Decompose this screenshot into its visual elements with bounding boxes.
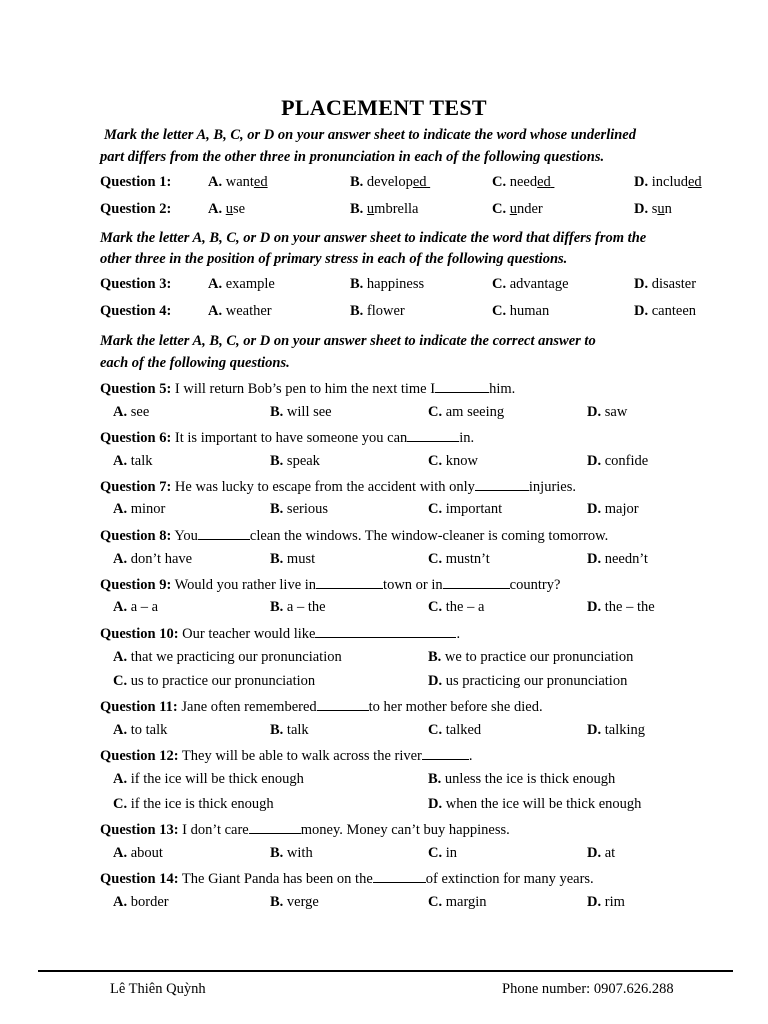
option-d[interactable]: D. when the ice will be thick enough (428, 796, 642, 812)
instruction-pronunciation-line2: part differs from the other three in pronunciation in each of the following questions. (100, 149, 605, 165)
option-b[interactable]: B. happiness (350, 276, 425, 292)
option-b[interactable]: B. a – the (270, 599, 326, 615)
option-b[interactable]: B. flower (350, 303, 405, 319)
option-b[interactable]: B. developed (350, 174, 427, 190)
question-12-stem: Question 12: They will be able to walk across the river . (100, 748, 473, 764)
question-9-stem: Question 9: Would you rather live in town or in country? (100, 577, 561, 593)
option-d[interactable]: D. rim (587, 894, 625, 910)
option-c[interactable]: C. mustn’t (428, 551, 490, 567)
question-11-stem: Question 11: Jane often remembered to her mother before she died. (100, 699, 543, 715)
page-title: PLACEMENT TEST (281, 95, 487, 120)
option-c[interactable]: C. talked (428, 722, 482, 738)
instruction-pronunciation-line1: Mark the letter A, B, C, or D on your answer sheet to indicate the word whose underlined (104, 127, 636, 143)
option-d[interactable]: D. us practicing our pronunciation (428, 673, 628, 689)
answer-blank (198, 526, 250, 540)
option-d[interactable]: D. confide (587, 453, 649, 469)
option-a[interactable]: A. minor (113, 501, 166, 517)
question-5-stem: Question 5: I will return Bob’s pen to him the next time I him. (100, 381, 516, 397)
question-13-stem: Question 13: I don’t care money. Money can’t buy happiness. (100, 822, 510, 838)
question-8-stem: Question 8: You clean the windows. The window-cleaner is coming tomorrow. (100, 528, 609, 544)
footer-author: Lê Thiên Quỳnh (110, 981, 206, 997)
option-a[interactable]: A. weather (208, 303, 272, 319)
option-a[interactable]: A. see (113, 404, 150, 420)
option-c[interactable]: C. if the ice is thick enough (113, 796, 274, 812)
option-c[interactable]: C. under (492, 201, 543, 217)
option-a[interactable]: A. use (208, 201, 246, 217)
option-b[interactable]: B. umbrella (350, 201, 419, 217)
question-label: Question 3: (100, 276, 172, 292)
answer-blank (249, 820, 301, 834)
option-b[interactable]: B. we to practice our pronunciation (428, 649, 634, 665)
option-b[interactable]: B. verge (270, 894, 319, 910)
question-7-stem: Question 7: He was lucky to escape from the accident with only injuries. (100, 479, 577, 495)
footer-divider (38, 970, 733, 972)
option-a[interactable]: A. that we practicing our pronunciation (113, 649, 342, 665)
option-c[interactable]: C. know (428, 453, 478, 469)
answer-blank (315, 624, 456, 638)
option-d[interactable]: D. included (634, 174, 702, 190)
instruction-stress-line1: Mark the letter A, B, C, or D on your answer sheet to indicate the word that differs from the (100, 230, 647, 246)
option-d[interactable]: D. saw (587, 404, 628, 420)
option-b[interactable]: B. will see (270, 404, 332, 420)
option-c[interactable]: C. needed (492, 174, 551, 190)
option-d[interactable]: D. at (587, 845, 616, 861)
option-a[interactable]: A. wanted (208, 174, 268, 190)
instruction-stress-line2: other three in the position of primary stress in each of the following questions. (100, 251, 568, 267)
option-a[interactable]: A. don’t have (113, 551, 193, 567)
question-label: Question 4: (100, 303, 172, 319)
option-a[interactable]: A. about (113, 845, 163, 861)
option-a[interactable]: A. if the ice will be thick enough (113, 771, 304, 787)
option-d[interactable]: D. canteen (634, 303, 697, 319)
answer-blank (317, 697, 369, 711)
option-c[interactable]: C. margin (428, 894, 487, 910)
answer-blank (443, 575, 510, 589)
option-b[interactable]: B. serious (270, 501, 329, 517)
option-c[interactable]: C. advantage (492, 276, 569, 292)
question-10-stem: Question 10: Our teacher would like . (100, 626, 461, 642)
answer-blank (475, 477, 529, 491)
option-b[interactable]: B. with (270, 845, 313, 861)
option-c[interactable]: C. in (428, 845, 458, 861)
instruction-correct-answer-line2: each of the following questions. (100, 355, 290, 371)
option-b[interactable]: B. talk (270, 722, 309, 738)
option-c[interactable]: C. human (492, 303, 550, 319)
option-d[interactable]: D. disaster (634, 276, 697, 292)
option-a[interactable]: A. to talk (113, 722, 168, 738)
option-d[interactable]: D. talking (587, 722, 646, 738)
option-d[interactable]: D. the – the (587, 599, 655, 615)
option-c[interactable]: C. important (428, 501, 503, 517)
option-c[interactable]: C. am seeing (428, 404, 505, 420)
option-b[interactable]: B. must (270, 551, 316, 567)
answer-blank (435, 379, 489, 393)
question-label: Question 1: (100, 174, 172, 190)
option-d[interactable]: D. needn’t (587, 551, 648, 567)
question-14-stem: Question 14: The Giant Panda has been on the of extinction for many years. (100, 871, 594, 887)
option-c[interactable]: C. us to practice our pronunciation (113, 673, 316, 689)
option-a[interactable]: A. talk (113, 453, 153, 469)
option-b[interactable]: B. unless the ice is thick enough (428, 771, 616, 787)
option-a[interactable]: A. example (208, 276, 275, 292)
question-label: Question 2: (100, 201, 172, 217)
option-a[interactable]: A. a – a (113, 599, 159, 615)
footer-phone: Phone number: 0907.626.288 (502, 981, 674, 997)
option-b[interactable]: B. speak (270, 453, 320, 469)
option-d[interactable]: D. sun (634, 201, 672, 217)
answer-blank (373, 869, 426, 883)
instruction-correct-answer-line1: Mark the letter A, B, C, or D on your answer sheet to indicate the correct answer to (100, 333, 596, 349)
option-d[interactable]: D. major (587, 501, 639, 517)
question-6-stem: Question 6: It is important to have someone you can in. (100, 430, 475, 446)
answer-blank (422, 746, 469, 760)
answer-blank (407, 428, 459, 442)
answer-blank (316, 575, 383, 589)
option-a[interactable]: A. border (113, 894, 169, 910)
option-c[interactable]: C. the – a (428, 599, 485, 615)
